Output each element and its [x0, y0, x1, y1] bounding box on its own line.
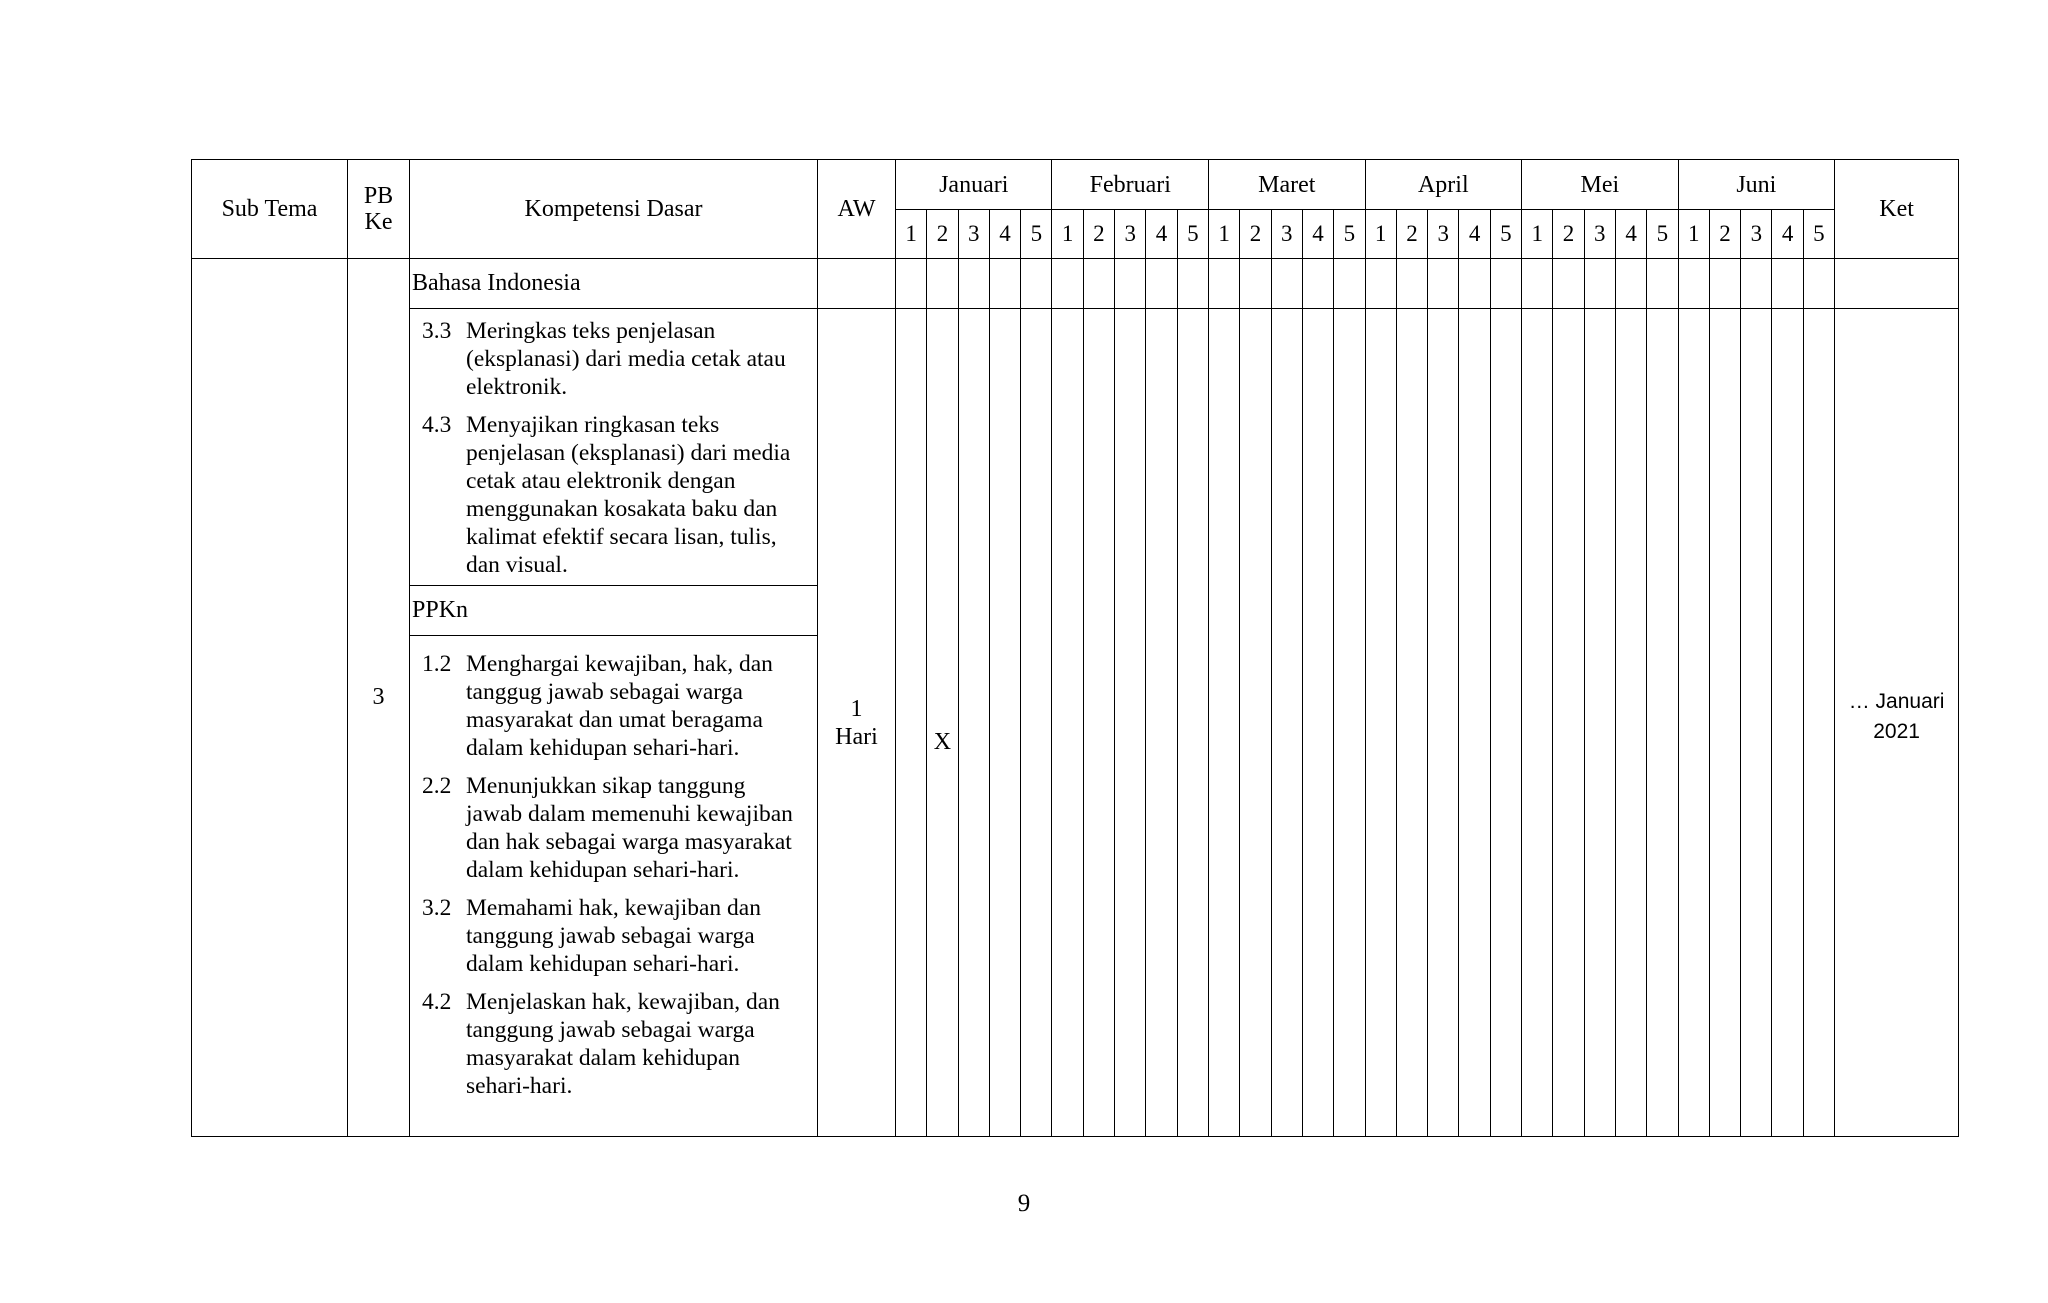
week-header-februari-2: 2 [1083, 210, 1114, 259]
kd-item [422, 772, 807, 884]
page-number: 9 [1017, 1190, 1031, 1217]
month-header-april: April [1365, 160, 1522, 210]
week-cell-empty [1177, 259, 1208, 309]
week-cell-empty [1772, 259, 1803, 309]
kd-number: 3.3 [422, 318, 452, 344]
week-cell-empty [989, 259, 1020, 309]
aw-value: 1 [850, 695, 863, 722]
week-cell [1772, 309, 1803, 1137]
week-cell [1428, 309, 1459, 1137]
sub-tema-header: Sub Tema [192, 160, 348, 259]
week-header-juni-1: 1 [1678, 210, 1709, 259]
week-cell-empty [1209, 259, 1240, 309]
week-cell-empty [1615, 259, 1646, 309]
week-cell [1240, 309, 1271, 1137]
month-header-maret: Maret [1209, 160, 1366, 210]
kd-text: Menyajikan ringkasan teks penjelasan (eksplanasi) dari media cetak atau elektronik dengan menggunakan kosakata baku dan kalimat efektif secara lisan, tulis, dan visual. [466, 412, 791, 578]
week-header-juni-3: 3 [1741, 210, 1772, 259]
kd-item [422, 411, 807, 579]
week-cell-empty [1803, 259, 1834, 309]
week-cell [1052, 309, 1083, 1137]
week-cell-empty [1647, 259, 1678, 309]
kd-text: Menjelaskan hak, kewajiban, dan tanggung jawab sebagai warga masyarakat dalam kehidupan sehari-hari. [466, 989, 780, 1099]
week-header-maret-4: 4 [1302, 210, 1333, 259]
week-header-mei-5: 5 [1647, 210, 1678, 259]
kd-number: 4.3 [422, 412, 452, 438]
week-cell [1177, 309, 1208, 1137]
aw-cell [818, 309, 896, 1137]
week-header-januari-4: 4 [989, 210, 1020, 259]
week-cell [896, 309, 927, 1137]
subject-row-bahasa-indonesia [192, 259, 1959, 309]
week-header-februari-3: 3 [1115, 210, 1146, 259]
kompetensi-dasar-header: Kompetensi Dasar [410, 160, 818, 259]
schedule-mark: X [927, 309, 958, 1137]
week-header-april-5: 5 [1490, 210, 1521, 259]
week-cell-empty [1490, 259, 1521, 309]
month-header-mei: Mei [1522, 160, 1679, 210]
kd-row-bahasa-indonesia [192, 309, 1959, 586]
week-cell-empty [1115, 259, 1146, 309]
week-cell [1584, 309, 1615, 1137]
week-cell-empty [1428, 259, 1459, 309]
week-header-mei-2: 2 [1553, 210, 1584, 259]
week-header-mei-1: 1 [1522, 210, 1553, 259]
week-cell [1396, 309, 1427, 1137]
week-cell [1741, 309, 1772, 1137]
week-cell-empty [1584, 259, 1615, 309]
week-header-januari-3: 3 [958, 210, 989, 259]
week-header-maret-3: 3 [1271, 210, 1302, 259]
week-cell [1678, 309, 1709, 1137]
ket-header: Ket [1835, 160, 1959, 259]
week-header-januari-1: 1 [896, 210, 927, 259]
week-cell-empty [896, 259, 927, 309]
header-row-months [192, 160, 1959, 210]
schedule-table [191, 159, 1959, 1137]
week-cell-empty [1459, 259, 1490, 309]
kd-number: 4.2 [422, 989, 452, 1015]
kd-item [422, 650, 807, 762]
week-cell-empty [1741, 259, 1772, 309]
kd-list-ppkn [410, 636, 818, 1137]
week-header-maret-5: 5 [1334, 210, 1365, 259]
week-cell-empty [1334, 259, 1365, 309]
week-header-maret-2: 2 [1240, 210, 1271, 259]
week-header-februari-1: 1 [1052, 210, 1083, 259]
week-header-april-4: 4 [1459, 210, 1490, 259]
week-header-maret-1: 1 [1209, 210, 1240, 259]
subject-title-bahasa-indonesia: Bahasa Indonesia [410, 259, 818, 309]
week-cell [1365, 309, 1396, 1137]
week-header-april-3: 3 [1428, 210, 1459, 259]
week-cell [1490, 309, 1521, 1137]
week-cell-empty [1083, 259, 1114, 309]
week-cell-empty [1271, 259, 1302, 309]
week-header-april-1: 1 [1365, 210, 1396, 259]
month-header-juni: Juni [1678, 160, 1834, 210]
aw-empty-cell [818, 259, 896, 309]
ket-date-line1: … Januari [1848, 689, 1945, 713]
week-header-april-2: 2 [1396, 210, 1427, 259]
pb-ke-header-line1: PB [363, 183, 394, 209]
week-cell [1709, 309, 1740, 1137]
week-cell [1647, 309, 1678, 1137]
week-cell-empty [958, 259, 989, 309]
week-cell [1615, 309, 1646, 1137]
kd-text: Menunjukkan sikap tanggung jawab dalam memenuhi kewajiban dan hak sebagai warga masyarakat dalam kehidupan sehari-hari. [466, 773, 793, 883]
week-cell [1209, 309, 1240, 1137]
month-header-januari: Januari [896, 160, 1052, 210]
week-cell-empty [1709, 259, 1740, 309]
ket-cell [1835, 309, 1959, 1137]
pb-ke-header [348, 160, 410, 259]
week-header-februari-5: 5 [1177, 210, 1208, 259]
week-cell-empty [1522, 259, 1553, 309]
week-cell-empty [1021, 259, 1052, 309]
week-header-mei-4: 4 [1615, 210, 1646, 259]
week-cell-empty [927, 259, 958, 309]
week-cell [1115, 309, 1146, 1137]
ket-empty-cell [1835, 259, 1959, 309]
subject-title-ppkn: PPKn [410, 586, 818, 636]
week-cell-empty [1553, 259, 1584, 309]
pb-ke-header-line2: Ke [364, 209, 393, 235]
week-cell [1021, 309, 1052, 1137]
week-cell [1271, 309, 1302, 1137]
kd-text: Meringkas teks penjelasan (eksplanasi) dari media cetak atau elektronik. [466, 318, 786, 400]
week-header-mei-3: 3 [1584, 210, 1615, 259]
week-cell [1803, 309, 1834, 1137]
week-cell [1302, 309, 1333, 1137]
week-cell-empty [1302, 259, 1333, 309]
week-header-juni-2: 2 [1709, 210, 1740, 259]
kd-text: Memahami hak, kewajiban dan tanggung jawab sebagai warga dalam kehidupan sehari-hari. [466, 895, 761, 977]
week-header-februari-4: 4 [1146, 210, 1177, 259]
week-header-januari-5: 5 [1021, 210, 1052, 259]
week-cell-empty [1240, 259, 1271, 309]
week-cell [1146, 309, 1177, 1137]
week-cell [1459, 309, 1490, 1137]
aw-unit: Hari [835, 723, 878, 750]
week-cell-empty [1365, 259, 1396, 309]
week-cell-empty [1146, 259, 1177, 309]
week-cell [1522, 309, 1553, 1137]
kd-list-bahasa-indonesia [410, 309, 818, 586]
month-header-februari: Februari [1052, 160, 1209, 210]
week-cell [958, 309, 989, 1137]
ket-date-line2: 2021 [1873, 719, 1920, 743]
week-cell [1083, 309, 1114, 1137]
kd-item [422, 988, 807, 1100]
kd-item [422, 894, 807, 978]
week-cell-empty [1396, 259, 1427, 309]
aw-header: AW [818, 160, 896, 259]
kd-number: 1.2 [422, 651, 452, 677]
week-cell [1553, 309, 1584, 1137]
week-header-juni-5: 5 [1803, 210, 1834, 259]
week-header-januari-2: 2 [927, 210, 958, 259]
kd-item [422, 317, 807, 401]
kd-text: Menghargai kewajiban, hak, dan tanggug jawab sebagai warga masyarakat dan umat beragama dalam kehidupan sehari-hari. [466, 651, 773, 761]
week-cell-empty [1052, 259, 1083, 309]
kd-number: 2.2 [422, 773, 452, 799]
week-cell [989, 309, 1020, 1137]
kd-number: 3.2 [422, 895, 452, 921]
week-cell [1334, 309, 1365, 1137]
week-cell-empty [1678, 259, 1709, 309]
pb-ke-cell: 3 [348, 259, 410, 1137]
sub-tema-cell [192, 259, 348, 1137]
week-header-juni-4: 4 [1772, 210, 1803, 259]
